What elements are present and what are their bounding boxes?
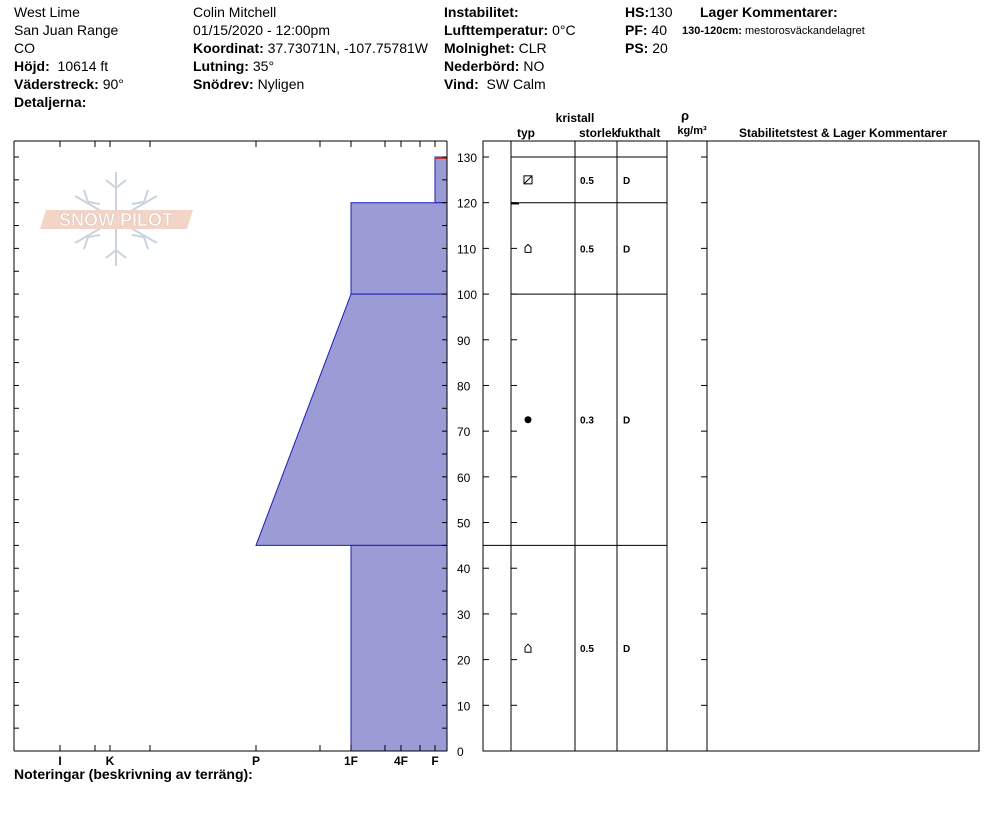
stability-header: Stabilitetstest & Lager Kommentarer [738, 126, 948, 140]
sky-cover: Molnighet: CLR [444, 40, 547, 56]
height-tick-label: 10 [457, 699, 471, 714]
grain-size-cell: 0.5 [580, 175, 594, 187]
snow-height: HS:130 [625, 4, 673, 20]
grain-faceted-icon [525, 644, 531, 652]
height-tick-label: 80 [457, 379, 471, 394]
details: Detaljerna: [14, 94, 87, 110]
hardness-label-4F: 4F [393, 754, 409, 768]
height-tick-label: 40 [457, 562, 471, 577]
size-header: storlek [579, 126, 619, 140]
location-name: West Lime [14, 4, 80, 20]
layer-table-frame [483, 141, 979, 751]
height-tick-label: 20 [457, 653, 471, 668]
grain-size-cell: 0.5 [580, 244, 594, 256]
height-tick-label: 60 [457, 470, 471, 485]
grain-rounded-icon [525, 416, 532, 423]
hardness-label-F: F [431, 754, 439, 768]
crystal-header: kristall [555, 111, 595, 125]
density-unit-header: kg/m³ [677, 125, 707, 137]
state-name: CO [14, 40, 35, 56]
moisture-cell: D [623, 175, 631, 187]
height-tick-label: 0 [457, 745, 464, 759]
snowpilot-logo [40, 172, 193, 266]
hardness-label-P: P [251, 754, 261, 768]
hardness-label-I: I [58, 754, 62, 768]
height-tick-label: 30 [457, 607, 471, 622]
observer: Colin Mitchell [193, 4, 277, 20]
density-symbol-header: ρ [680, 108, 690, 123]
ski-penetration: PS: 20 [625, 40, 668, 56]
grain-faceted-icon [525, 244, 531, 252]
range-name: San Juan Range [14, 22, 119, 38]
wind-loading: Snödrev: Nyligen [193, 76, 305, 92]
height-tick-label: 70 [457, 425, 471, 440]
layer-comment: 130-120cm: mestorosväckandelagret [682, 25, 865, 37]
elevation: Höjd: 10614 ft [14, 58, 109, 74]
height-tick-label: 50 [457, 516, 471, 531]
grain-size-cell: 0.3 [580, 415, 594, 427]
moisture-cell: D [623, 244, 631, 256]
wind: Vind: SW Calm [444, 76, 546, 92]
moisture-header: fukthalt [617, 126, 661, 140]
air-temperature: Lufttemperatur: 0°C [444, 22, 576, 38]
slope: Lutning: 35° [193, 58, 275, 74]
grain-size-cell: 0.5 [580, 644, 594, 656]
hardness-label-1F: 1F [343, 754, 359, 768]
height-tick-label: 110 [457, 242, 477, 257]
hardness-layer-2 [256, 294, 447, 545]
precipitation: Nederbörd: NO [444, 58, 545, 74]
type-header: typ [517, 126, 535, 140]
grain-decomposing-icon [524, 176, 532, 184]
datetime: 01/15/2020 - 12:00pm [193, 22, 330, 38]
height-tick-label: 120 [457, 196, 478, 211]
hardness-layer-1 [351, 203, 447, 294]
layer-comments-title: Lager Kommentarer: [700, 4, 838, 20]
hardness-layer-3 [351, 545, 447, 751]
height-tick-label: 90 [457, 333, 471, 348]
notes-label: Noteringar (beskrivning av terräng): [14, 766, 253, 782]
height-tick-label: 130 [457, 151, 478, 165]
height-tick-label: 100 [457, 288, 478, 303]
coordinates: Koordinat: 37.73071N, -107.75781W [193, 40, 428, 56]
logo-text: SNOW PILOT [59, 210, 173, 230]
stability: Instabilitet: [444, 4, 519, 20]
foot-penetration: PF: 40 [625, 22, 668, 38]
moisture-cell: D [623, 644, 631, 656]
moisture-cell: D [623, 415, 631, 427]
aspect: Väderstreck: 90° [14, 76, 124, 92]
hardness-label-K: K [105, 754, 115, 768]
